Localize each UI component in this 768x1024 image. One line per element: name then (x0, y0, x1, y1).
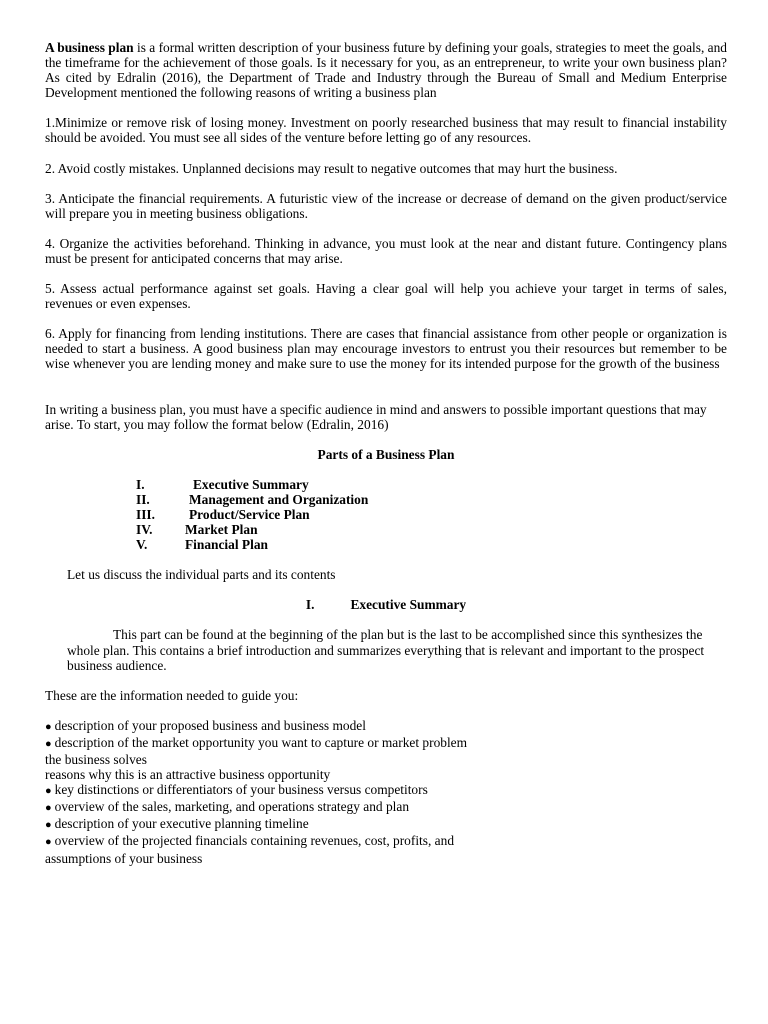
audience-paragraph: In writing a business plan, you must have a specific audience in mind and answers to possible important questions that may arise. To start, you may follow the format below (Edralin, 2016) (45, 401, 707, 432)
reason-5: 5. Assess actual performance against set goals. Having a clear goal will help you achieve your target in terms of sales, revenues or even expenses. (45, 281, 727, 312)
part-label: Product/Service Plan (189, 506, 310, 522)
reason-1: 1.Minimize or remove risk of losing money. Investment on poorly researched business that may result to financial instability should be avoided. You must see all sides of the venture before letting go of any resources. (45, 115, 727, 146)
reason-6: 6. Apply for financing from lending institutions. There are cases that financial assistance from other people or organization is needed to start a business. A good business plan may encourage investors to entrust you their resources but remember to be wise whenever you are lending money and make sure to use the money for its intended purpose for the growth of the business (45, 326, 727, 372)
part-label: Financial Plan (185, 537, 268, 553)
section-title: Executive Summary (350, 597, 467, 613)
list-item: the business solves (45, 752, 147, 767)
list-item-text: key distinctions or differentiators of your business versus competitors (54, 782, 428, 798)
bullet-icon: ● (45, 819, 52, 832)
reason-3: 3. Anticipate the financial requirements. A futuristic view of the increase or decrease of demand on the given product/service will prepare you in meeting business obligations. (45, 190, 727, 221)
intro-paragraph (45, 40, 727, 100)
parts-list-item (136, 537, 727, 552)
executive-summary-heading (45, 597, 727, 612)
intro-text: is a formal written description of your business future by defining your goals, strategies to meet the goals, and the timeframe for the achievement of those goals. Is it necessary for you, as an entrepreneur, to write your own business plan? As cited by Edralin (2016), the Department of Trade and Industry through the Bureau of Small and Medium Enterprise Development mentioned the following reasons of writing a business plan (45, 40, 727, 101)
intro-bold-lead: A business plan (45, 40, 134, 55)
part-number: III. (136, 506, 155, 522)
parts-list (136, 477, 727, 552)
part-number: V. (136, 537, 148, 553)
parts-list-item (136, 492, 727, 507)
info-lead: These are the information needed to guide you: (45, 687, 299, 703)
parts-list-item (136, 522, 727, 537)
bullet-icon: ● (45, 802, 52, 815)
part-label: Management and Organization (189, 491, 369, 507)
executive-summary-paragraph: This part can be found at the beginning of the plan but is the last to be accomplished since this synthesizes the whole plan. This contains a brief introduction and summarizes everything that is relevant and important to the prospect business audience. (67, 627, 705, 673)
parts-heading: Parts of a Business Plan (317, 446, 455, 462)
list-item-text: overview of the sales, marketing, and operations strategy and plan (54, 799, 410, 815)
part-number: I. (136, 476, 145, 492)
part-label: Executive Summary (193, 476, 309, 492)
section-number: I. (305, 597, 315, 613)
parts-list-item (136, 477, 727, 492)
parts-list-item (136, 507, 727, 522)
reason-4: 4. Organize the activities beforehand. Thinking in advance, you must look at the near and distant future. Contingency plans must be present for anticipated concerns that may arise. (45, 235, 727, 266)
list-item (45, 833, 727, 850)
bullet-icon: ● (45, 720, 52, 733)
bullet-icon: ● (45, 737, 52, 750)
list-item (45, 718, 727, 735)
info-list (45, 718, 727, 866)
part-number: IV. (136, 522, 153, 538)
list-item: reasons why this is an attractive business opportunity (45, 767, 331, 783)
list-item: assumptions of your business (45, 850, 203, 866)
part-number: II. (136, 491, 150, 507)
list-item-text: description of your proposed business and business model (54, 717, 366, 733)
list-item (45, 816, 727, 833)
list-item-text: description of the market opportunity you want to capture or market problem (54, 734, 468, 750)
bullet-icon: ● (45, 836, 52, 849)
list-item-text: description of your executive planning timeline (54, 816, 309, 832)
reason-2: 2. Avoid costly mistakes. Unplanned decisions may result to negative outcomes that may hurt the business. (45, 160, 618, 176)
part-label: Market Plan (185, 522, 258, 538)
discuss-paragraph: Let us discuss the individual parts and its contents (67, 567, 336, 583)
list-item (45, 799, 727, 816)
bullet-icon: ● (45, 785, 52, 798)
document-page (45, 40, 727, 866)
list-item (45, 782, 727, 799)
list-item-text: overview of the projected financials containing revenues, cost, profits, and (54, 833, 455, 849)
list-item (45, 735, 727, 752)
